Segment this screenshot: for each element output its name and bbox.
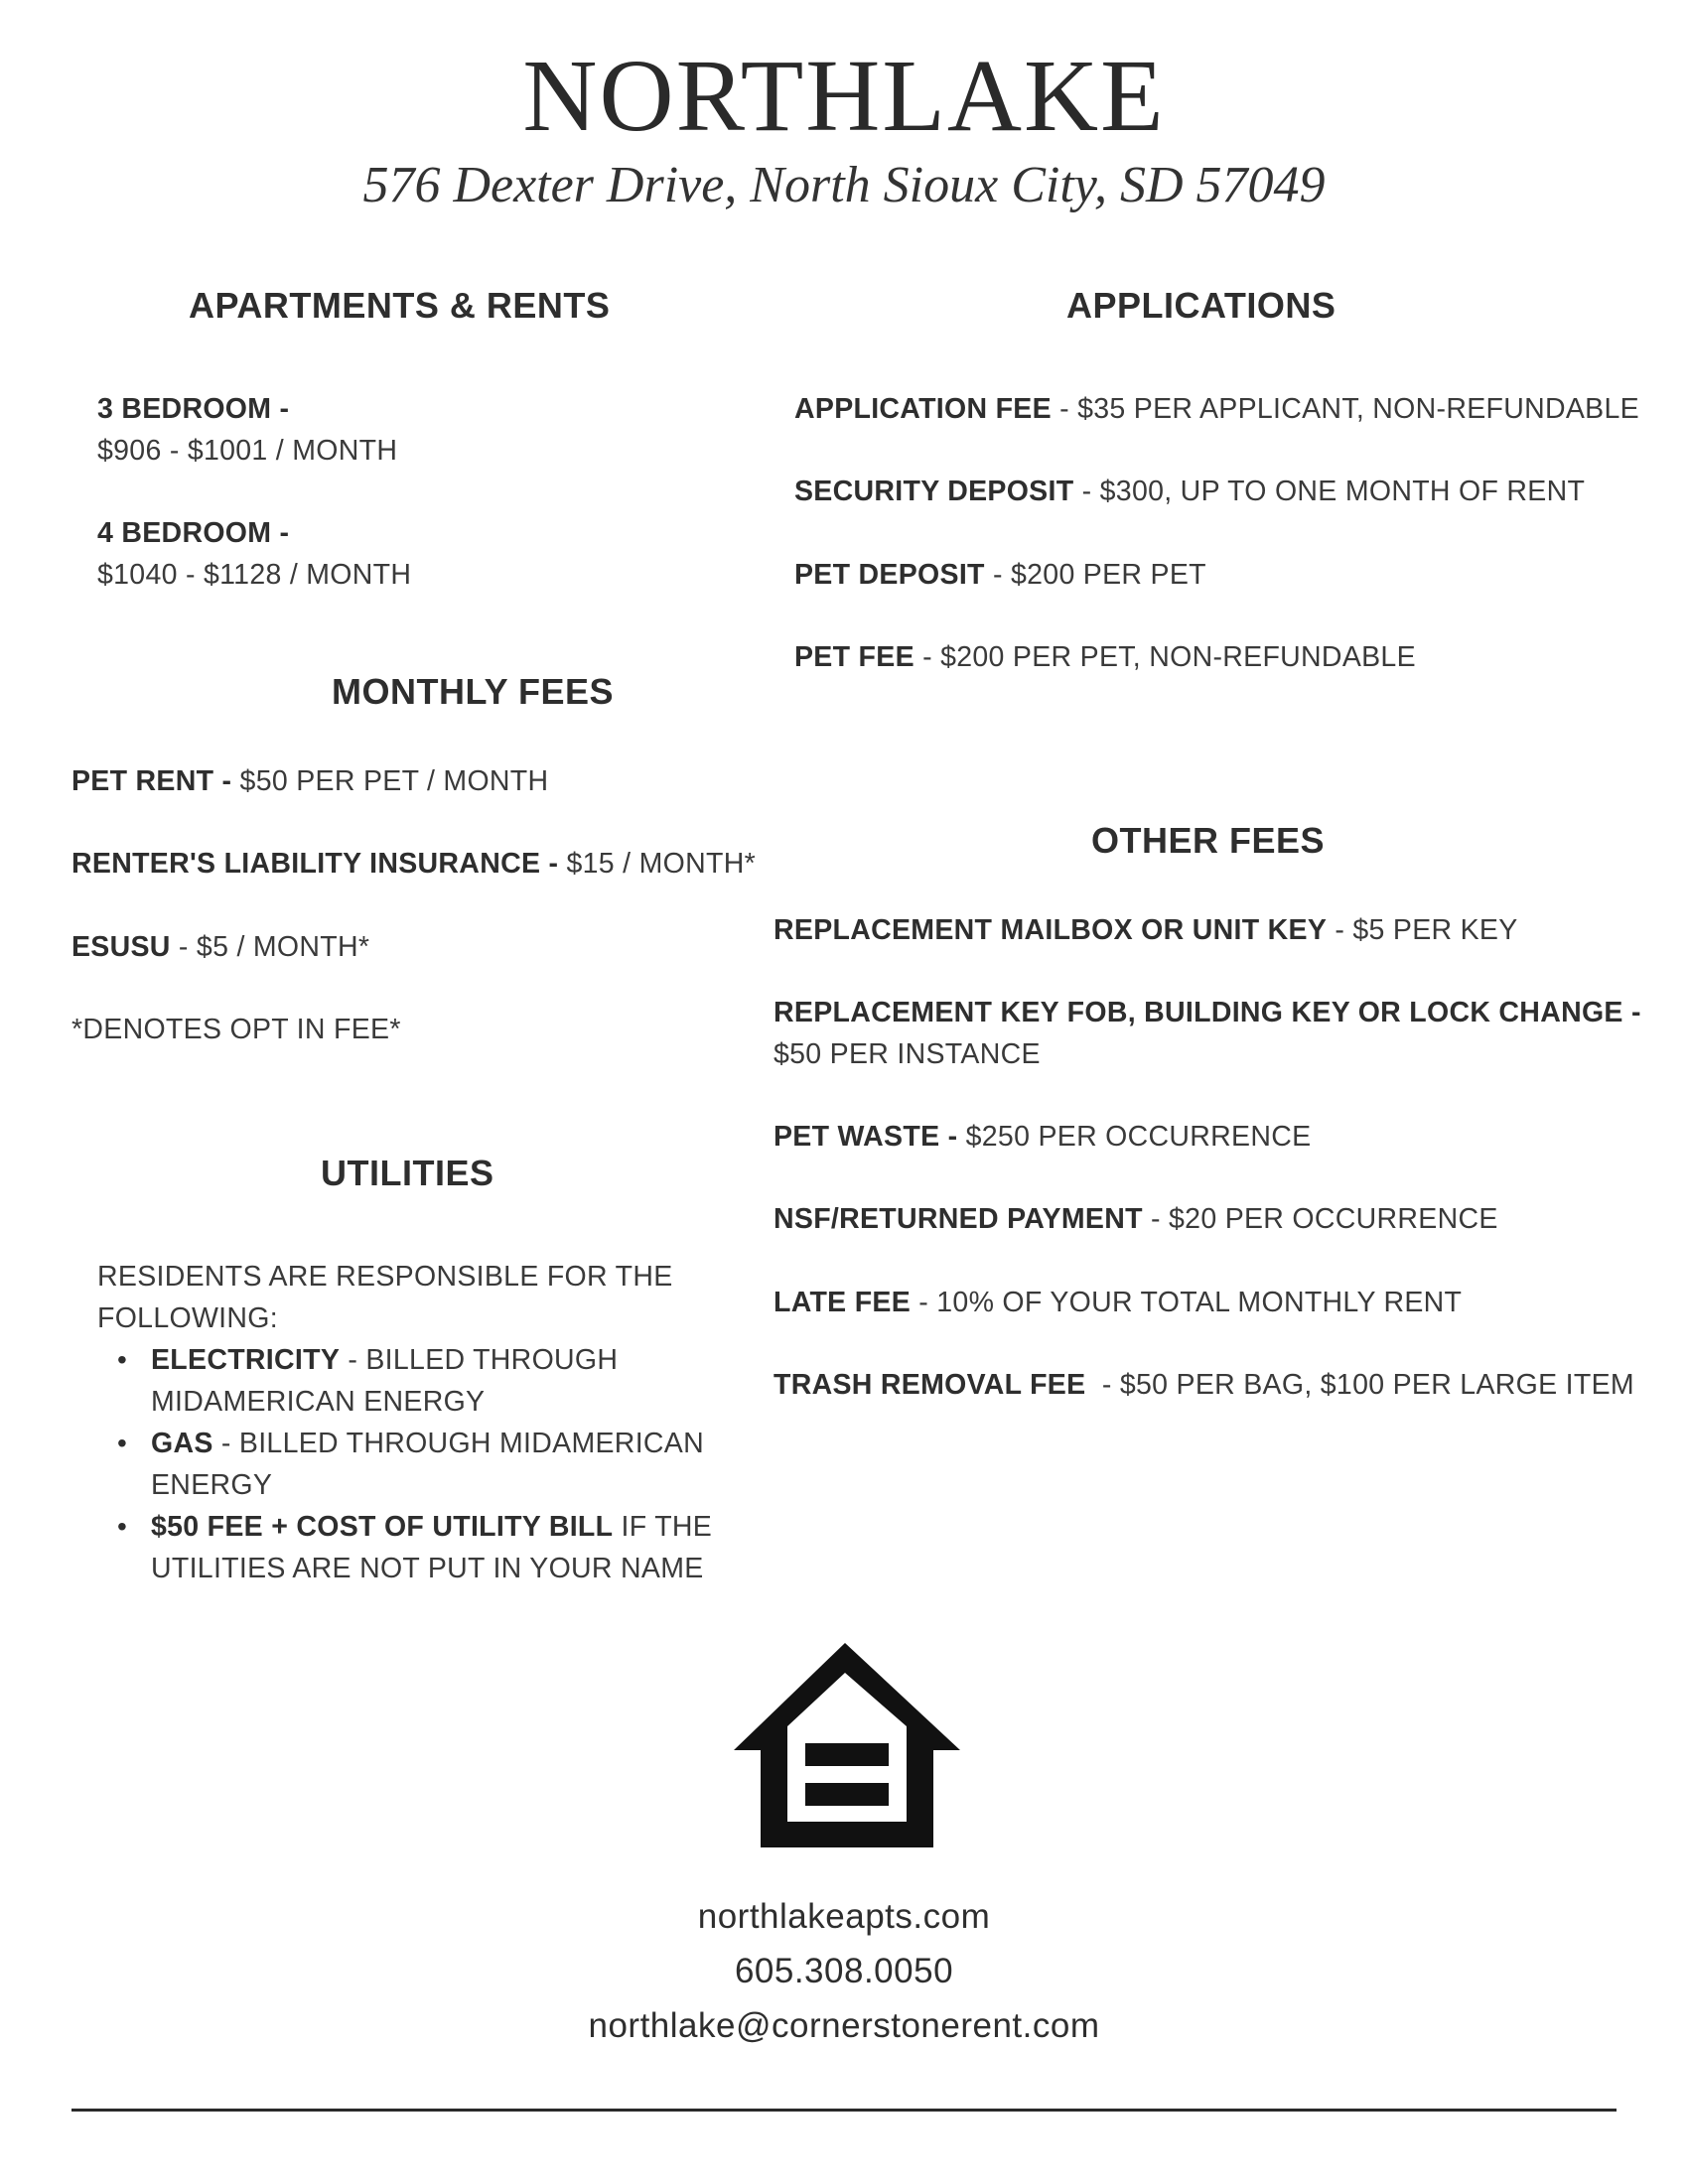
fee-label: APPLICATION FEE <box>794 393 1052 425</box>
fee-label: TRASH REMOVAL FEE <box>774 1369 1094 1401</box>
fee-value: - $200 PER PET, NON-REFUNDABLE <box>914 641 1416 673</box>
security-deposit <box>794 471 1585 512</box>
utilities-heading: UTILITIES <box>321 1153 494 1193</box>
other-fee-mailbox-key <box>774 909 1518 951</box>
footer-divider <box>71 2109 1617 2112</box>
fee-value: - 10% OF YOUR TOTAL MONTHLY RENT <box>911 1287 1463 1318</box>
monthly-fees-heading: MONTHLY FEES <box>332 671 615 712</box>
utilities-intro <box>97 1256 673 1339</box>
utility-name: $50 FEE + COST OF UTILITY BILL <box>151 1511 614 1543</box>
email-link[interactable]: northlake@cornerstonerent.com <box>588 2006 1100 2045</box>
fee-label: PET DEPOSIT <box>794 559 985 591</box>
other-fee-trash <box>774 1364 1634 1406</box>
apartment-3br <box>97 388 397 472</box>
utility-name: GAS <box>151 1428 213 1459</box>
application-fee <box>794 388 1639 430</box>
opt-in-note: *DENOTES OPT IN FEE* <box>71 1014 401 1045</box>
other-fees-heading: OTHER FEES <box>1091 820 1326 861</box>
fee-value: - $50 PER BAG, $100 PER LARGE ITEM <box>1093 1369 1634 1401</box>
monthly-fee-esusu <box>71 926 369 968</box>
fee-value: - $200 PER PET <box>984 559 1206 591</box>
fee-value: $50 PER PET / MONTH <box>231 765 549 797</box>
apartment-4br-value: $1040 - $1128 / MONTH <box>97 559 412 591</box>
list-item <box>97 1506 713 1589</box>
utilities-intro-line: RESIDENTS ARE RESPONSIBLE FOR THE <box>97 1261 673 1293</box>
other-fee-key-fob <box>774 992 1641 1075</box>
phone-number[interactable]: 605.308.0050 <box>734 1952 954 1990</box>
utility-detail: ENERGY <box>151 1469 273 1501</box>
monthly-fee-insurance <box>71 843 756 885</box>
website-link[interactable]: northlakeapts.com <box>697 1897 991 1936</box>
list-item <box>97 1423 713 1506</box>
apartments-heading: APARTMENTS & RENTS <box>189 285 611 326</box>
fee-label: PET RENT - <box>71 765 232 797</box>
utility-detail: - BILLED THROUGH MIDAMERICAN <box>212 1428 704 1459</box>
fee-value: - $5 / MONTH* <box>170 931 370 963</box>
fee-value: - $5 PER KEY <box>1327 914 1518 946</box>
fee-value: - $20 PER OCCURRENCE <box>1142 1203 1498 1235</box>
fee-value: - $35 PER APPLICANT, NON-REFUNDABLE <box>1051 393 1639 425</box>
other-fee-nsf <box>774 1198 1498 1240</box>
fee-value: $15 / MONTH* <box>558 848 756 880</box>
list-item <box>97 1339 713 1423</box>
monthly-fee-pet-rent <box>71 760 548 802</box>
utility-name: ELECTRICITY <box>151 1344 341 1376</box>
fee-label: REPLACEMENT MAILBOX OR UNIT KEY <box>774 914 1328 946</box>
fee-value: $250 PER OCCURRENCE <box>957 1121 1312 1153</box>
fee-label: NSF/RETURNED PAYMENT <box>774 1203 1143 1235</box>
fee-label: RENTER'S LIABILITY INSURANCE - <box>71 848 559 880</box>
utility-detail: MIDAMERICAN ENERGY <box>151 1386 486 1418</box>
other-fee-late <box>774 1282 1462 1323</box>
applications-heading: APPLICATIONS <box>1066 285 1336 326</box>
utility-detail: - BILLED THROUGH <box>340 1344 619 1376</box>
apartment-3br-value: $906 - $1001 / MONTH <box>97 435 398 467</box>
utilities-intro-line: FOLLOWING: <box>97 1302 278 1334</box>
pet-deposit <box>794 554 1206 596</box>
fee-label: PET FEE <box>794 641 914 673</box>
equal-housing-opportunity-icon <box>730 1643 960 1847</box>
fee-value: $50 PER INSTANCE <box>774 1038 1041 1070</box>
fee-label: LATE FEE <box>774 1287 912 1318</box>
apartment-3br-label: 3 BEDROOM - <box>97 393 290 425</box>
other-fee-pet-waste <box>774 1116 1311 1158</box>
fee-value: - $300, UP TO ONE MONTH OF RENT <box>1073 476 1586 507</box>
utility-detail: IF THE <box>613 1511 713 1543</box>
fee-label: ESUSU <box>71 931 171 963</box>
property-address: 576 Dexter Drive, North Sioux City, SD 57049 <box>362 157 1326 213</box>
fee-label: REPLACEMENT KEY FOB, BUILDING KEY OR LOCK CHANGE - <box>774 997 1641 1028</box>
page-title: NORTHLAKE <box>522 39 1166 153</box>
utilities-list <box>97 1339 713 1589</box>
utility-detail: UTILITIES ARE NOT PUT IN YOUR NAME <box>151 1553 704 1584</box>
apartment-4br-label: 4 BEDROOM - <box>97 517 290 549</box>
fee-label: SECURITY DEPOSIT <box>794 476 1074 507</box>
pet-fee <box>794 636 1416 678</box>
fee-label: PET WASTE - <box>774 1121 958 1153</box>
apartment-4br <box>97 512 411 596</box>
